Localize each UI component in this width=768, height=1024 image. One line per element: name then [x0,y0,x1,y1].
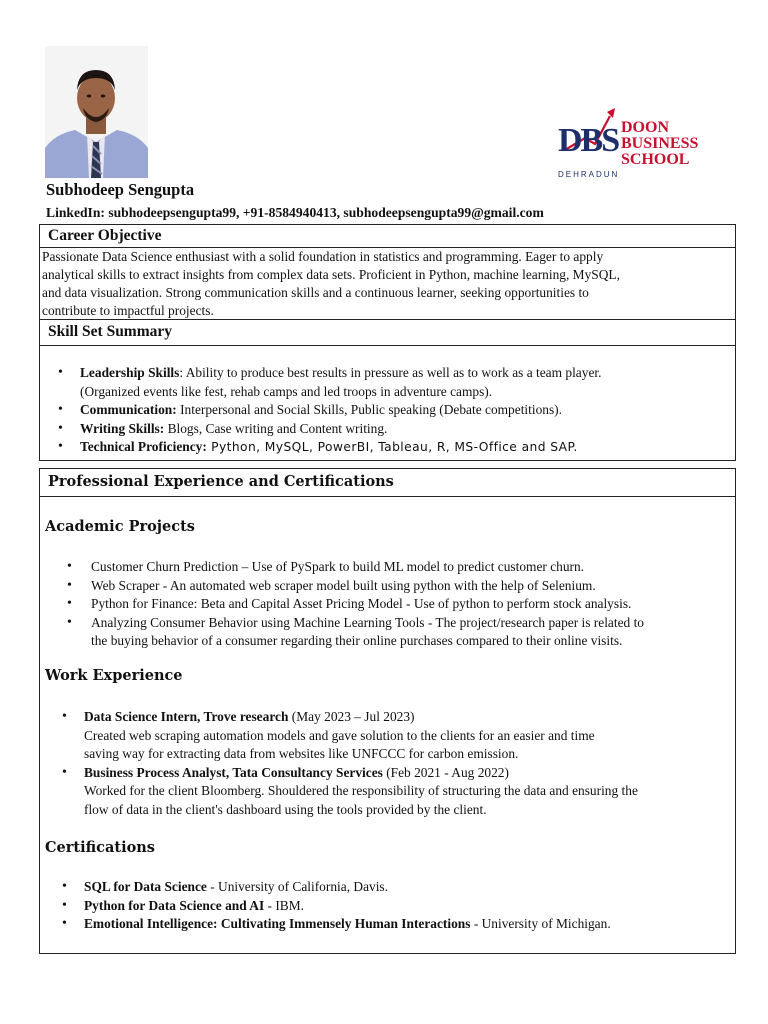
skill-label: Leadership Skills [80,365,180,380]
school-logo [555,98,715,182]
list-item: • Python for Finance: Beta and Capital Asset Pricing Model - Use of python to perform stock analysis. [40,595,730,614]
logo-initials: DBS [558,122,619,159]
contact-line: LinkedIn: subhodeepsengupta99, +91-8584940413, subhodeepsengupta99@gmail.com [46,205,544,220]
project-text-continued: the buying behavior of a consumer regarding their online purchases compared to their online visits. [91,633,623,649]
work-experience-list [44,708,734,820]
certifications-list [44,878,734,934]
list-item [40,614,730,651]
list-item [44,915,734,934]
job-description: saving way for extracting data from websites like UNFCCC for carbon emission. [84,746,519,762]
skill-label: Writing Skills: [80,420,165,436]
project-text: Analyzing Consumer Behavior using Machine Learning Tools - The project/research paper is related to [91,614,644,630]
certification-issuer: - University of California, Davis. [206,879,388,894]
certification-issuer: - University of Michigan. [470,916,611,932]
skills-list [40,364,730,457]
skill-text: Blogs, Case writing and Content writing. [164,420,388,436]
list-item: • Customer Churn Prediction – Use of PySpark to build ML model to predict customer churn. [40,558,730,577]
job-title: Data Science Intern, Trove research [84,709,289,724]
list-item [44,764,734,820]
academic-projects-list [40,558,730,651]
skill-text-continued: (Organized events like fest, rehab camps and led troops in adventure camps). [80,383,493,399]
list-item [44,897,734,916]
skill-text: Python, MySQL, PowerBI, Tableau, R, MS-Office and SAP. [206,440,578,455]
objective-line: Passionate Data Science enthusiast with a solid foundation in statistics and programming. Eager to apply [42,249,604,264]
skills-section [39,319,736,461]
certification-title: Emotional Intelligence: Cultivating Immensely Human Interactions [84,916,471,932]
certifications-heading: Certifications [45,839,155,856]
career-objective-heading: Career Objective [40,225,735,248]
logo-city: DEHRADUN [558,170,620,179]
objective-line: and data visualization. Strong communication skills and a continuous learner, seeking opportunities to [42,285,589,300]
skill-separator: : [179,365,184,380]
career-objective-text [42,248,722,320]
job-description: flow of data in the client's dashboard using the tools provided by the client. [84,801,487,817]
logo-line-3: SCHOOL [621,151,690,168]
list-item [44,708,734,764]
list-item [40,364,730,401]
profile-photo [45,46,148,178]
certification-title: Python for Data Science and AI [84,897,265,913]
list-item [40,420,730,439]
logo-wordmark [621,120,698,168]
skill-text: Interpersonal and Social Skills, Public speaking (Debate competitions). [176,402,562,418]
certification-issuer: - IBM. [264,897,304,913]
skill-label: Technical Proficiency: [80,439,207,455]
certification-title: SQL for Data Science [84,879,207,894]
list-item [40,401,730,420]
candidate-name: Subhodeep Sengupta [46,180,195,199]
job-description: Created web scraping automation models and gave solution to the clients for an easier and time [84,727,595,743]
professional-section [39,468,736,954]
professional-heading: Professional Experience and Certifications [40,469,735,497]
academic-projects-heading: Academic Projects [45,518,195,535]
list-item [40,438,730,457]
work-experience-heading: Work Experience [45,667,183,684]
job-dates: (Feb 2021 - Aug 2022) [382,764,509,780]
skills-heading: Skill Set Summary [40,320,735,346]
career-objective-section [39,224,736,320]
objective-line: contribute to impactful projects. [42,303,214,318]
logo-line-2: BUSINESS [621,135,699,152]
list-item [44,878,734,897]
logo-line-1: DOON [621,119,669,136]
list-item: • Web Scraper - An automated web scraper model built using python with the help of Selenium. [40,577,730,596]
skill-text: Ability to produce best results in pressure as well as to work as a team player. [183,365,602,380]
job-description: Worked for the client Bloomberg. Shouldered the responsibility of structuring the data and ensuring the [84,783,638,799]
objective-line: analytical skills to extract insights from complex data sets. Proficient in Python, machine learning, MySQL, [42,267,620,282]
skill-label: Communication: [80,402,177,418]
job-dates: (May 2023 – Jul 2023) [288,709,415,724]
job-title: Business Process Analyst, Tata Consultancy Services [84,764,383,780]
